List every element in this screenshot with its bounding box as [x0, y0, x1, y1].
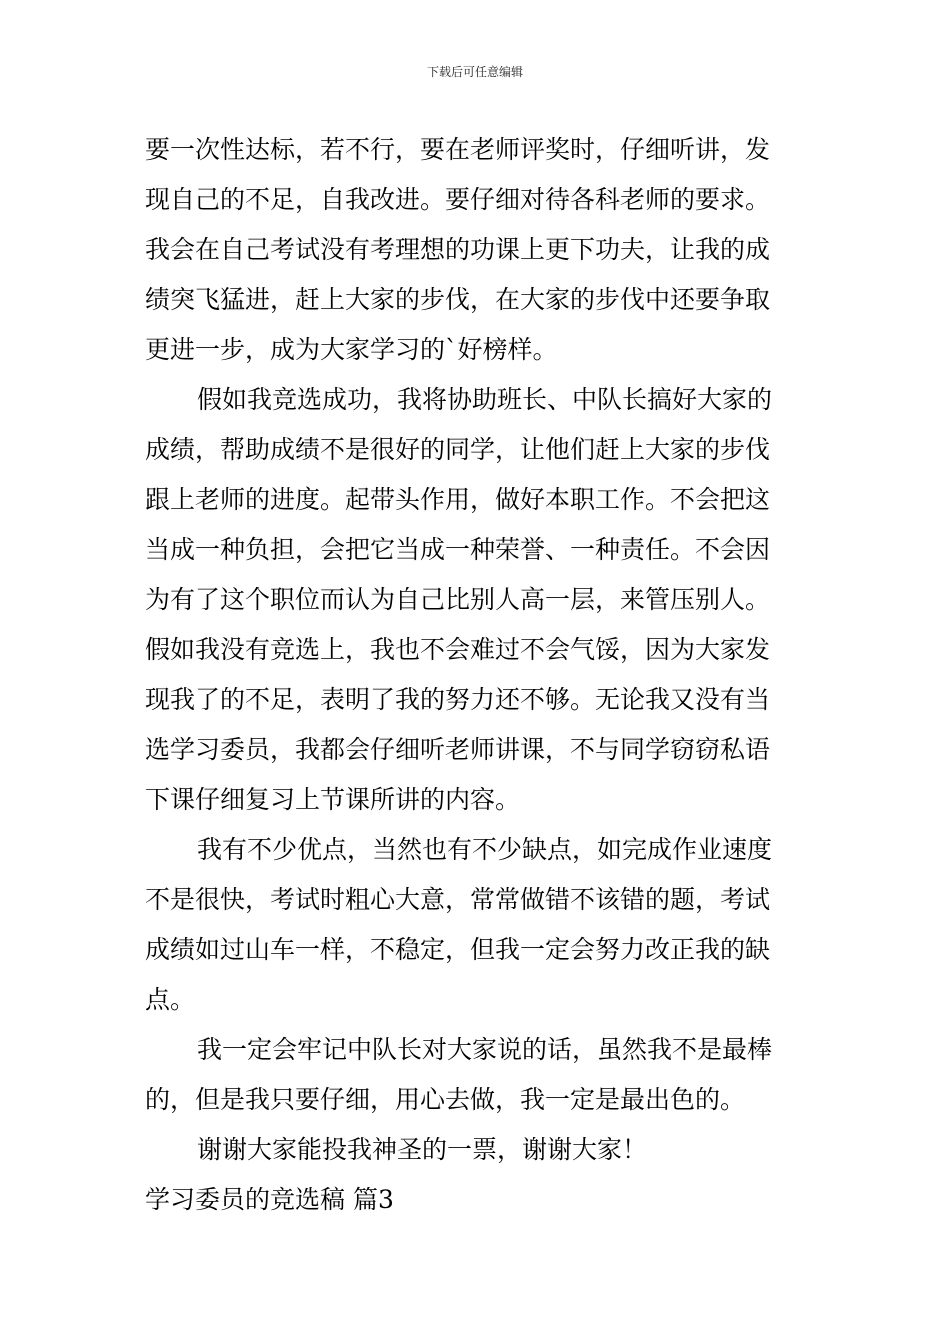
text-line: 的，但是我只要仔细，用心去做，我一定是最出色的。 — [145, 1085, 746, 1114]
section-heading: 学习委员的竞选稿 篇3 — [145, 1185, 394, 1214]
text-line: 假如我没有竞选上，我也不会难过不会气馁，因为大家发 — [145, 635, 771, 664]
text-line: 当成一种负担，会把它当成一种荣誉、一种责任。不会因 — [145, 535, 771, 564]
text-line: 要一次性达标，若不行，要在老师评奖时，仔细听讲，发 — [145, 135, 771, 164]
page-header: 下载后可任意编辑 — [426, 65, 523, 79]
text-line: 我会在自己考试没有考理想的功课上更下功夫，让我的成 — [145, 235, 771, 264]
text-line: 下课仔细复习上节课所讲的内容。 — [145, 785, 521, 814]
text-line: 更进一步，成为大家学习的`好榜样。 — [145, 335, 558, 364]
text-line: 点。 — [145, 985, 196, 1014]
text-line: 成绩如过山车一样，不稳定，但我一定会努力改正我的缺 — [145, 935, 771, 964]
paragraph-first-line: 我一定会牢记中队长对大家说的话，虽然我不是最棒 — [197, 1035, 773, 1064]
paragraph-first-line: 谢谢大家能投我神圣的一票，谢谢大家！ — [197, 1135, 648, 1164]
text-line: 现我了的不足，表明了我的努力还不够。无论我又没有当 — [145, 685, 771, 714]
text-line: 成绩，帮助成绩不是很好的同学，让他们赶上大家的步伐 — [145, 435, 771, 464]
text-line: 选学习委员，我都会仔细听老师讲课，不与同学窃窃私语 — [145, 735, 771, 764]
text-line: 现自己的不足，自我改进。要仔细对待各科老师的要求。 — [145, 185, 771, 214]
paragraph-first-line: 我有不少优点，当然也有不少缺点，如完成作业速度 — [197, 835, 773, 864]
text-line: 绩突飞猛进，赶上大家的步伐，在大家的步伐中还要争取 — [145, 285, 771, 314]
text-line: 不是很快，考试时粗心大意，常常做错不该错的题，考试 — [145, 885, 771, 914]
text-line: 跟上老师的进度。起带头作用，做好本职工作。不会把这 — [145, 485, 771, 514]
text-line: 为有了这个职位而认为自己比别人高一层，来管压别人。 — [145, 585, 771, 614]
paragraph-first-line: 假如我竞选成功，我将协助班长、中队长搞好大家的 — [197, 385, 773, 414]
